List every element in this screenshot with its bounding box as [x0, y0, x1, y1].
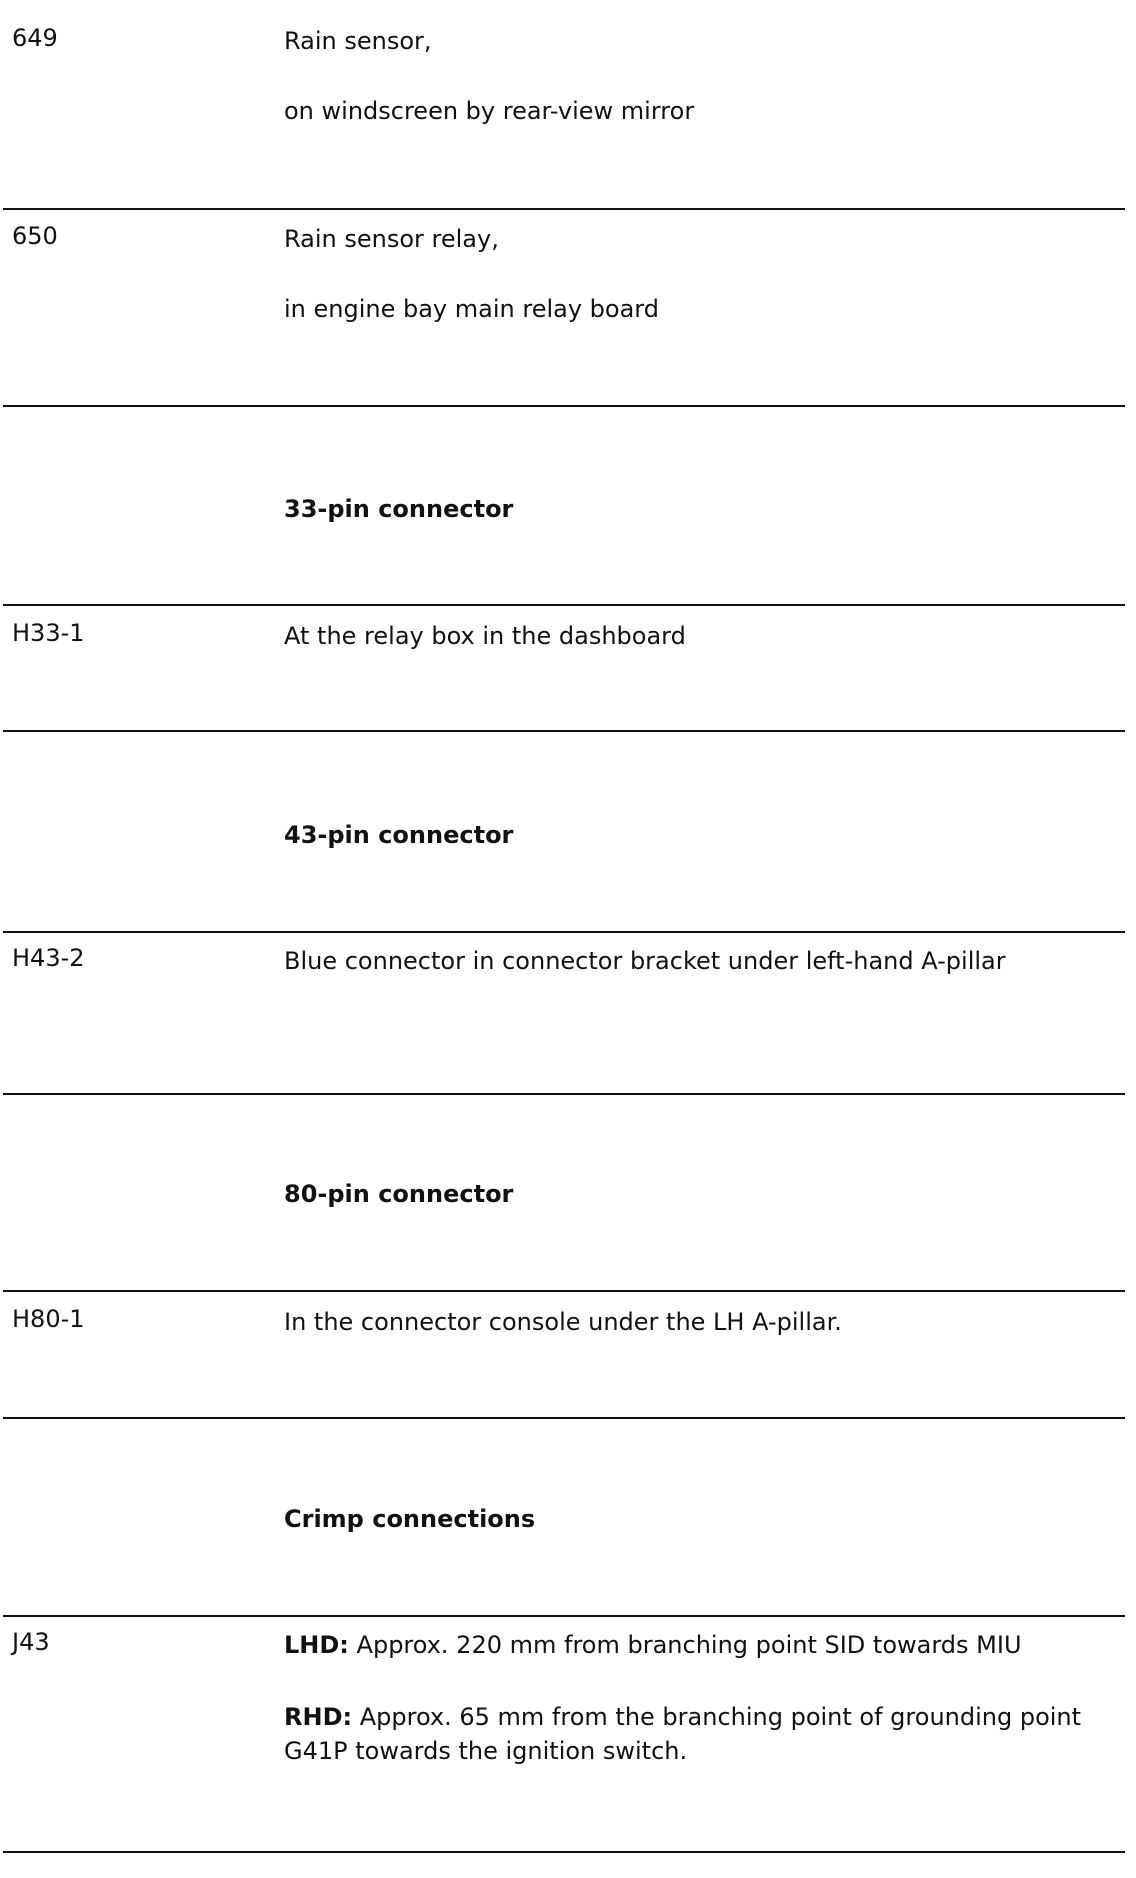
entry-code: 650 — [12, 222, 58, 250]
lhd-text: Approx. 220 mm from branching point SID towards MIU — [356, 1631, 1022, 1659]
description-line: At the relay box in the dashboard — [284, 622, 686, 650]
entry-description — [284, 1628, 1114, 1768]
description-line: Rain sensor, — [284, 27, 432, 55]
entry-code: 649 — [12, 24, 58, 52]
row-divider — [3, 405, 1125, 407]
row-divider — [3, 208, 1125, 210]
entry-description — [284, 24, 1104, 128]
description-line: In the connector console under the LH A-pillar. — [284, 1308, 842, 1336]
row-divider — [3, 730, 1125, 732]
row-divider — [3, 1290, 1125, 1292]
entry-description — [284, 619, 1104, 653]
lhd-note — [284, 1628, 1114, 1662]
section-heading: 33-pin connector — [284, 495, 514, 523]
row-divider — [3, 604, 1125, 606]
entry-code: J43 — [12, 1628, 50, 1656]
description-line: on windscreen by rear-view mirror — [284, 97, 695, 125]
entry-code: H80-1 — [12, 1305, 85, 1333]
section-heading: Crimp connections — [284, 1505, 536, 1533]
lhd-label: LHD: — [284, 1631, 349, 1659]
rhd-note — [284, 1700, 1114, 1768]
row-divider — [3, 1417, 1125, 1419]
rhd-text: Approx. 65 mm from the branching point of grounding point G41P towards the ignition switch. — [284, 1703, 1082, 1765]
entry-description — [284, 1305, 1104, 1339]
section-heading: 43-pin connector — [284, 821, 514, 849]
entry-code: H43-2 — [12, 944, 85, 972]
row-divider — [3, 931, 1125, 933]
entry-code: H33-1 — [12, 619, 85, 647]
rhd-label: RHD: — [284, 1703, 353, 1731]
section-heading: 80-pin connector — [284, 1180, 514, 1208]
row-divider — [3, 1851, 1125, 1853]
entry-description — [284, 222, 1104, 326]
row-divider — [3, 1615, 1125, 1617]
description-line: Blue connector in connector bracket under left-hand A-pillar — [284, 947, 1006, 975]
description-line: in engine bay main relay board — [284, 295, 659, 323]
row-divider — [3, 1093, 1125, 1095]
entry-description — [284, 944, 1074, 978]
description-line: Rain sensor relay, — [284, 225, 499, 253]
